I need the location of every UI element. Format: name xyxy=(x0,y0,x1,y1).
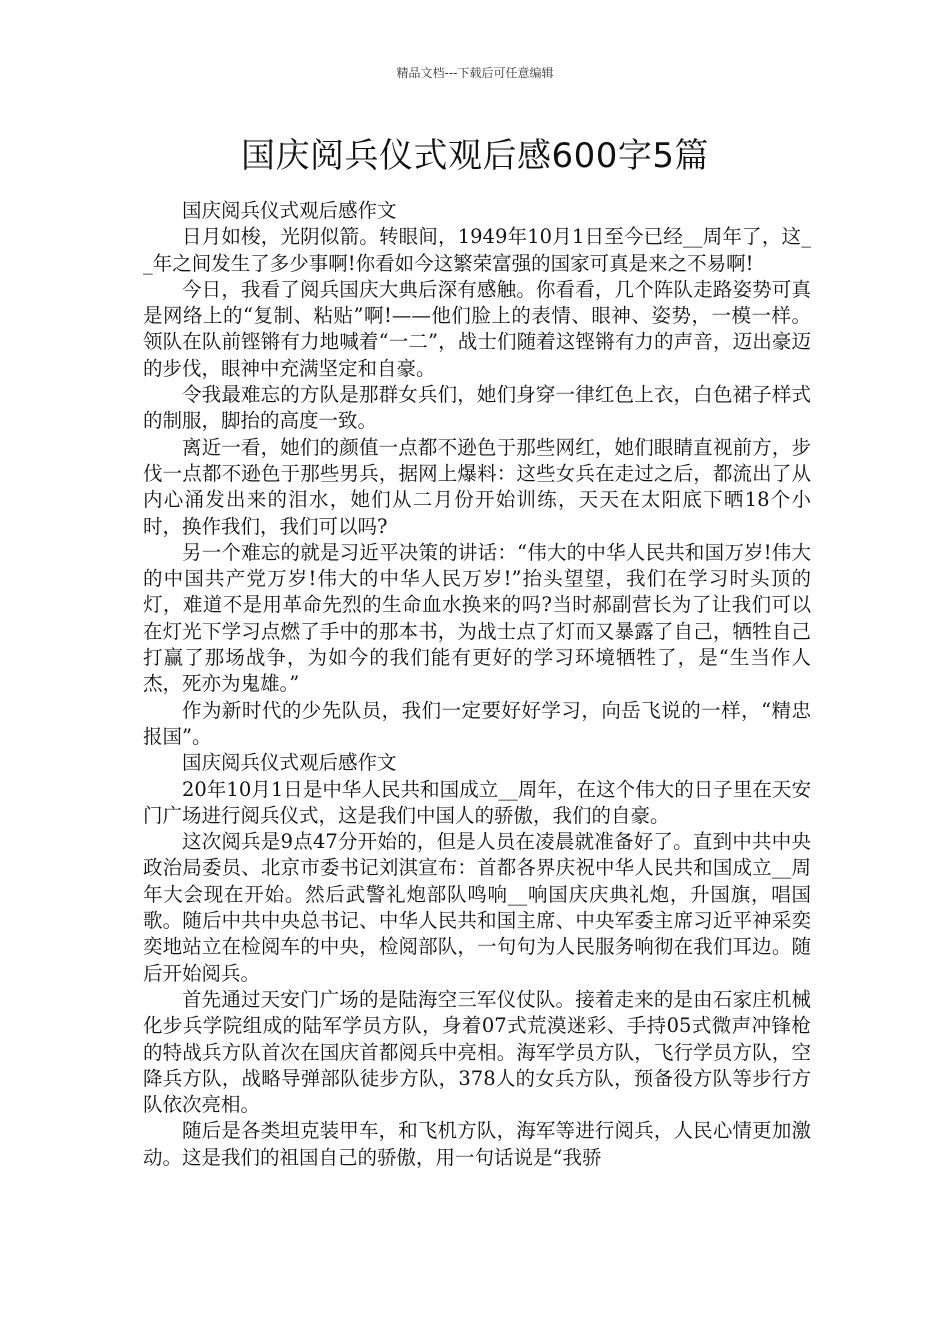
page-header: 精品文档---下载后可任意编辑 xyxy=(396,66,554,80)
section-heading: 国庆阅兵仪式观后感作文 xyxy=(182,751,397,775)
paragraph: 随后是各类坦克装甲车，和飞机方队，海军等进行阅兵，人民心情更加激动。这是我们的祖国自己的骄傲，用一句话说是“我骄 xyxy=(143,1119,811,1169)
paragraph: 令我最难忘的方队是那群女兵们，她们身穿一律红色上衣，白色裙子样式的制服，脚抬的高度一致。 xyxy=(143,383,811,433)
paragraph: 离近一看，她们的颜值一点都不逊色于那些网红，她们眼睛直视前方，步伐一点都不逊色于那些男兵，据网上爆料：这些女兵在走过之后，都流出了从内心涌发出来的泪水，她们从二月份开始训练，天天在太阳底下晒18个小时，换作我们，我们可以吗? xyxy=(143,435,811,538)
paragraph: 20年10月1日是中华人民共和国成立__周年，在这个伟大的日子里在天安门广场进行阅兵仪式，这是我们中国人的骄傲，我们的自豪。 xyxy=(143,777,811,827)
paragraph: 日月如梭，光阴似箭。转眼间，1949年10月1日至今已经__周年了，这__年之间发生了多少事啊!你看如今这繁荣富强的国家可真是来之不易啊! xyxy=(143,225,811,275)
document-title: 国庆阅兵仪式观后感600字5篇 xyxy=(240,136,710,176)
paragraph: 作为新时代的少先队员，我们一定要好好学习，向岳飞说的一样，“精忠报国”。 xyxy=(143,698,811,748)
paragraph: 今日，我看了阅兵国庆大典后深有感触。你看看，几个阵队走路姿势可真是网络上的“复制、粘贴”啊!——他们脸上的表情、眼神、姿势，一模一样。领队在队前铿锵有力地喊着“一二”，战士们随着这铿锵有力的声音，迈出豪迈的步伐，眼神中充满坚定和自豪。 xyxy=(143,277,811,380)
section-heading: 国庆阅兵仪式观后感作文 xyxy=(182,199,397,222)
paragraph: 这次阅兵是9点47分开始的，但是人员在凌晨就准备好了。直到中共中央政治局委员、北京市委书记刘淇宣布：首都各界庆祝中华人民共和国成立__周年大会现在开始。然后武警礼炮部队鸣响__响国庆庆典礼炮，升国旗，唱国歌。随后中共中央总书记、中华人民共和国主席、中央军委主席习近平神采奕奕地站立在检阅车的中央，检阅部队，一句句为人民服务响彻在我们耳边。随后开始阅兵。 xyxy=(143,830,811,985)
document-body xyxy=(143,198,811,1171)
paragraph: 另一个难忘的就是习近平决策的讲话：“伟大的中华人民共和国万岁!伟大的中国共产党万岁!伟大的中华人民万岁!”抬头望望，我们在学习时头顶的灯，难道不是用革命先烈的生命血水换来的吗?当时郝副营长为了让我们可以在灯光下学习点燃了手中的那本书，为战士点了灯而又暴露了自己，牺牲自己打赢了那场战争，为如今的我们能有更好的学习环境牺牲了，是“生当作人杰，死亦为鬼雄。” xyxy=(143,540,811,696)
paragraph: 首先通过天安门广场的是陆海空三军仪仗队。接着走来的是由石家庄机械化步兵学院组成的陆军学员方队，身着07式荒漠迷彩、手持05式微声冲锋枪的特战兵方队首次在国庆首都阅兵中亮相。海军学员方队，飞行学员方队，空降兵方队，战略导弹部队徒步方队，378人的女兵方队，预备役方队等步行方队依次亮相。 xyxy=(143,987,811,1117)
